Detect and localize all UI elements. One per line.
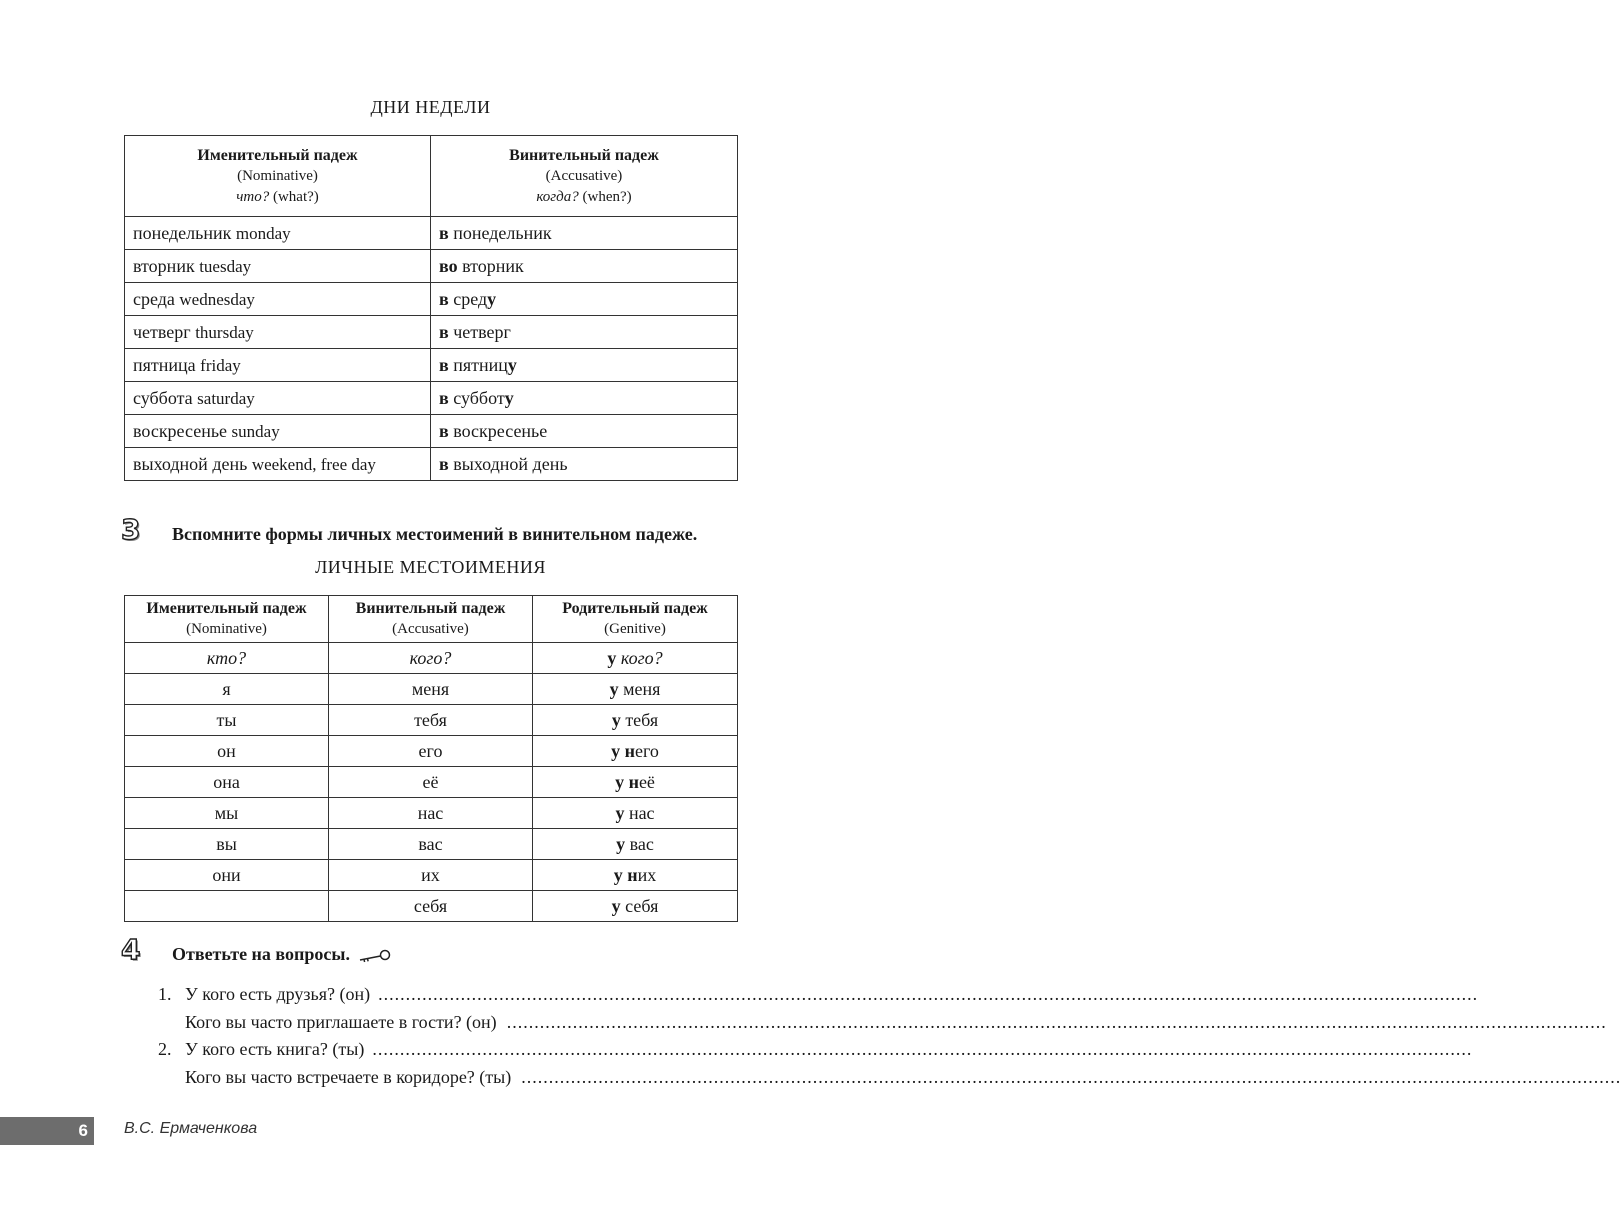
pronoun-accusative: тебя [329, 705, 533, 736]
pronouns-table-header [125, 596, 738, 643]
question-nominative: кто? [125, 643, 329, 674]
pronoun-accusative: нас [329, 798, 533, 829]
author-name: В.С. Ермаченкова [124, 1120, 258, 1137]
answer-blank[interactable]: ........................................................................................................................................................................................................ [521, 1067, 1621, 1087]
pronoun-nominative: мы [125, 798, 329, 829]
question-line [158, 1039, 1473, 1060]
pronoun-accusative: его [329, 736, 533, 767]
question-accusative: кого? [329, 643, 533, 674]
pronoun-row [125, 829, 738, 860]
day-accusative: в воскресенье [431, 415, 738, 448]
exercise-4-number: 4 [121, 933, 141, 966]
pronoun-accusative: их [329, 860, 533, 891]
day-nominative: воскресенье sunday [125, 415, 431, 448]
question-number: 2. [158, 1039, 172, 1059]
day-nominative: выходной день weekend, free day [125, 448, 431, 481]
question-genitive: у кого? [533, 643, 738, 674]
days-table-header [125, 136, 738, 217]
pronoun-accusative: вас [329, 829, 533, 860]
day-nominative: пятница friday [125, 349, 431, 382]
day-accusative: в четверг [431, 316, 738, 349]
day-row [125, 415, 738, 448]
page-number: 6 [78, 1121, 88, 1140]
question-line [185, 1012, 1607, 1033]
day-accusative: в пятницу [431, 349, 738, 382]
question-line [158, 984, 1479, 1005]
question-number: 1. [158, 984, 172, 1004]
pronoun-genitive: у них [533, 860, 738, 891]
exercise-4-instruction: Ответьте на вопросы. [172, 944, 392, 965]
days-col-accusative-header: Винительный падеж (Accusative) когда? (when?) [431, 136, 738, 217]
day-row [125, 382, 738, 415]
day-row [125, 316, 738, 349]
pronoun-genitive: у тебя [533, 705, 738, 736]
day-nominative: четверг thursday [125, 316, 431, 349]
pronoun-row [125, 674, 738, 705]
pronoun-nominative: она [125, 767, 329, 798]
days-col-nominative-header: Именительный падеж (Nominative) что? (what?) [125, 136, 431, 217]
pronouns-caption: ЛИЧНЫЕ МЕСТОИМЕНИЯ [315, 557, 546, 577]
question-text: Кого вы часто приглашаете в гости? (он) [185, 1012, 497, 1032]
exercise-3-instruction: Вспомните формы личных местоимений в винительном падеже. [172, 524, 698, 544]
day-accusative: в понедельник [431, 217, 738, 250]
pronouns-col-accusative-header: Винительный падеж (Accusative) [329, 596, 533, 643]
pronoun-genitive: у нас [533, 798, 738, 829]
pronoun-row [125, 736, 738, 767]
day-nominative: среда wednesday [125, 283, 431, 316]
answer-blank[interactable]: ........................................................................................................................................................................................................ [506, 1012, 1607, 1032]
day-row [125, 217, 738, 250]
pronoun-genitive: у неё [533, 767, 738, 798]
exercise-3-number: 3 [121, 513, 141, 546]
pronoun-accusative: себя [329, 891, 533, 922]
question-text: Кого вы часто встречаете в коридоре? (ты) [185, 1067, 512, 1087]
pronoun-row [125, 860, 738, 891]
pronoun-row [125, 705, 738, 736]
pronoun-row [125, 798, 738, 829]
day-nominative: вторник tuesday [125, 250, 431, 283]
pronouns-col-nominative-header: Именительный падеж (Nominative) [125, 596, 329, 643]
day-nominative: понедельник monday [125, 217, 431, 250]
pronouns-table [124, 595, 738, 922]
pronoun-nominative [125, 891, 329, 922]
day-row [125, 283, 738, 316]
day-row [125, 250, 738, 283]
key-icon [358, 949, 392, 963]
pronoun-nominative: они [125, 860, 329, 891]
day-row [125, 448, 738, 481]
pronoun-nominative: вы [125, 829, 329, 860]
pronoun-row [125, 891, 738, 922]
answer-blank[interactable]: ........................................................................................................................................................................................................ [378, 984, 1479, 1004]
pronoun-accusative: меня [329, 674, 533, 705]
question-line [185, 1067, 1621, 1088]
pronoun-genitive: у него [533, 736, 738, 767]
question-text: У кого есть книга? (ты) [185, 1039, 365, 1059]
pronoun-nominative: ты [125, 705, 329, 736]
pronoun-genitive: у меня [533, 674, 738, 705]
question-text: У кого есть друзья? (он) [185, 984, 371, 1004]
pronoun-nominative: я [125, 674, 329, 705]
pronoun-row [125, 767, 738, 798]
pronouns-question-row [125, 643, 738, 674]
pronoun-accusative: её [329, 767, 533, 798]
days-table [124, 135, 738, 481]
pronoun-nominative: он [125, 736, 329, 767]
day-accusative: в субботу [431, 382, 738, 415]
pronouns-col-genitive-header: Родительный падеж (Genitive) [533, 596, 738, 643]
days-caption: ДНИ НЕДЕЛИ [370, 97, 491, 117]
day-accusative: в среду [431, 283, 738, 316]
pronoun-genitive: у себя [533, 891, 738, 922]
day-accusative: во вторник [431, 250, 738, 283]
day-accusative: в выходной день [431, 448, 738, 481]
day-nominative: суббота saturday [125, 382, 431, 415]
pronoun-genitive: у вас [533, 829, 738, 860]
answer-blank[interactable]: ........................................................................................................................................................................................................ [372, 1039, 1473, 1059]
day-row [125, 349, 738, 382]
